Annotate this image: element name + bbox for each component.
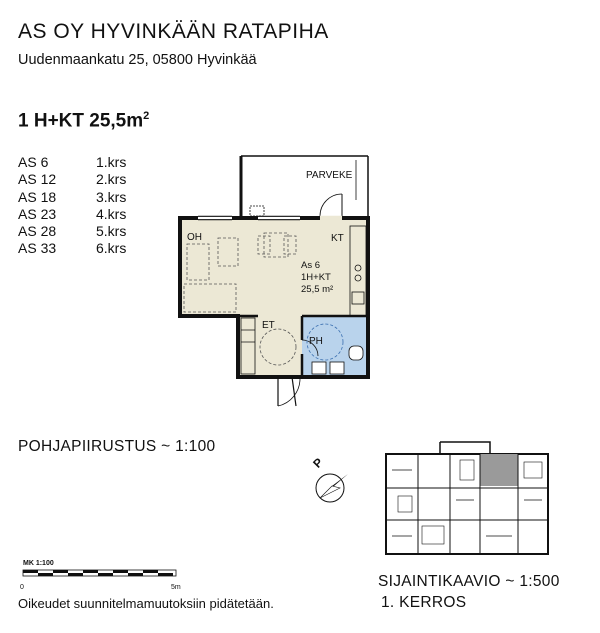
apartment-code: AS 18 [18,188,57,205]
drawing-scale-label: POHJAPIIRUSTUS ~ 1:100 [18,438,216,455]
entry-door [278,377,300,406]
location-map-floor: 1. KERROS [381,594,467,611]
apartment-label-line2: 1H+KT [301,272,331,283]
location-map-label: SIJAINTIKAAVIO ~ 1:500 [378,573,560,590]
apartment-type-main: 1 H+KT 25,5m [18,110,144,132]
apartment-floor: 6.krs [96,240,127,257]
project-title: AS OY HYVINKÄÄN RATAPIHA [18,20,329,43]
scale-bar-label: MK 1:100 [23,560,54,567]
apartment-floor: 5.krs [96,223,127,240]
location-map [386,442,548,554]
disclaimer: Oikeudet suunnitelmamuutoksiin pidätetään. [18,596,274,611]
apartment-floor: 2.krs [96,171,127,188]
apartment-floor: 3.krs [96,188,127,205]
room-label-kitchen: KT [331,233,344,244]
compass-north-letter: P [310,455,326,471]
apartment-floor: 1.krs [96,154,127,170]
room-label-balcony: PARVEKE [306,170,353,181]
room-label-bath: PH [309,336,323,347]
apartment-code: AS 23 [18,205,57,222]
room-label-living: OH [187,232,202,243]
apartment-label-line1: As 6 [301,260,321,271]
scale-bar-end: 5m [171,584,181,591]
apartment-code: AS 28 [18,223,57,240]
apartment-code: AS 6 [18,154,49,170]
project-address: Uudenmaankatu 25, 05800 Hyvinkää [18,52,257,68]
balcony [241,156,368,216]
apartment-code: AS 12 [18,171,57,188]
apartment-type-superscript: 2 [143,110,150,122]
scale-bar [23,570,176,576]
apartment-code: AS 33 [18,240,57,257]
apartment-label-line3: 25,5 m² [301,284,334,295]
scale-bar-start: 0 [20,584,24,591]
apartment-floor: 4.krs [96,205,127,222]
room-label-entry: ET [262,320,275,331]
compass [316,474,348,502]
